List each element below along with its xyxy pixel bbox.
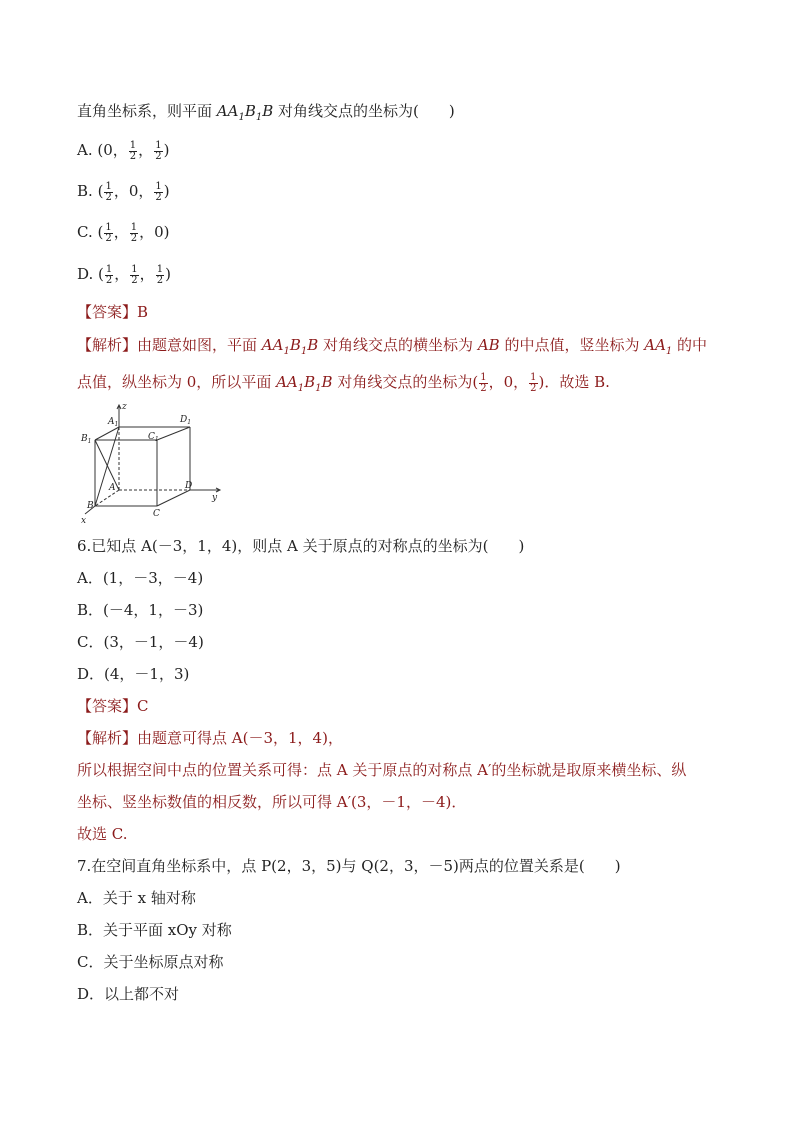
q6-option-d: D．(4，－1，3) [77, 665, 190, 683]
label-z: z [122, 402, 127, 412]
q7-option-d: D．以上都不对 [77, 985, 180, 1003]
label-c: C [153, 509, 160, 519]
q7-stem: 7.在空间直角坐标系中，点 P(2，3，5)与 Q(2，3，－5)两点的位置关系是( ) [77, 857, 621, 875]
cube-figure [77, 400, 227, 525]
q5-analysis-line-1: 【解析】由题意如图，平面 $AA_1B_1B$ 对角线交点的横坐标为 AB 的中点值，竖坐标为 $AA_1$ 的中 [77, 336, 708, 357]
q7-option-a: A．关于 x 轴对称 [77, 889, 196, 907]
label-x: x [81, 516, 87, 525]
q5-option-a: A. (0， $\frac{1}{2}$ ， $\frac{1}{2}$ ) [77, 139, 170, 162]
label-d: D [185, 481, 193, 491]
label-y: y [212, 493, 218, 503]
label-a1: $A_1$ [108, 417, 119, 428]
q6-option-b: B．(－4，1，－3) [77, 601, 204, 619]
q6-answer: 【答案】C [77, 697, 149, 715]
label-a: A [109, 483, 116, 493]
q5-option-d: D. ( $\frac{1}{2}$ ， $\frac{1}{2}$ ， $\frac{1}{2}$ ) [77, 263, 171, 286]
label-c1: $C_1$ [148, 432, 159, 443]
label-b: B [87, 501, 94, 511]
q7-option-b: B．关于平面 xOy 对称 [77, 921, 232, 939]
q5-option-c: C. ( $\frac{1}{2}$ ， $\frac{1}{2}$ ，0) [77, 221, 170, 244]
q6-analysis-line-1: 【解析】由题意可得点 A(－3，1，4)， [77, 729, 343, 747]
q6-analysis-line-2: 所以根据空间中点的位置关系可得：点 A 关于原点的对称点 A′的坐标就是取原来横坐标、纵 [77, 761, 687, 779]
q5-analysis-line-2: 点值，纵坐标为 0，所以平面 $AA_1B_1B$ 对角线交点的坐标为( $\frac{1}{2}$ ，0， $\frac{1}{2}$ )．故选 B. [77, 371, 610, 394]
label-b1: $B_1$ [81, 434, 92, 445]
q5-answer: 【答案】B [77, 303, 149, 321]
q6-analysis-line-3: 坐标、竖坐标数值的相反数，所以可得 A′(3，－1，－4)． [77, 793, 467, 811]
q6-stem: 6.已知点 A(－3，1，4)，则点 A 关于原点的对称点的坐标为( ) [77, 537, 525, 555]
q5-option-b: B. ( $\frac{1}{2}$ ，0， $\frac{1}{2}$ ) [77, 180, 170, 203]
label-d1: $D_1$ [180, 415, 192, 426]
q6-analysis-line-4: 故选 C. [77, 825, 128, 843]
q6-option-a: A．(1，－3，－4) [77, 569, 204, 587]
q6-option-c: C．(3，－1，－4) [77, 633, 204, 651]
q5-stem: 直角坐标系，则平面 $AA_1B_1B$ 对角线交点的坐标为( ) [77, 102, 455, 123]
q7-option-c: C．关于坐标原点对称 [77, 953, 224, 971]
